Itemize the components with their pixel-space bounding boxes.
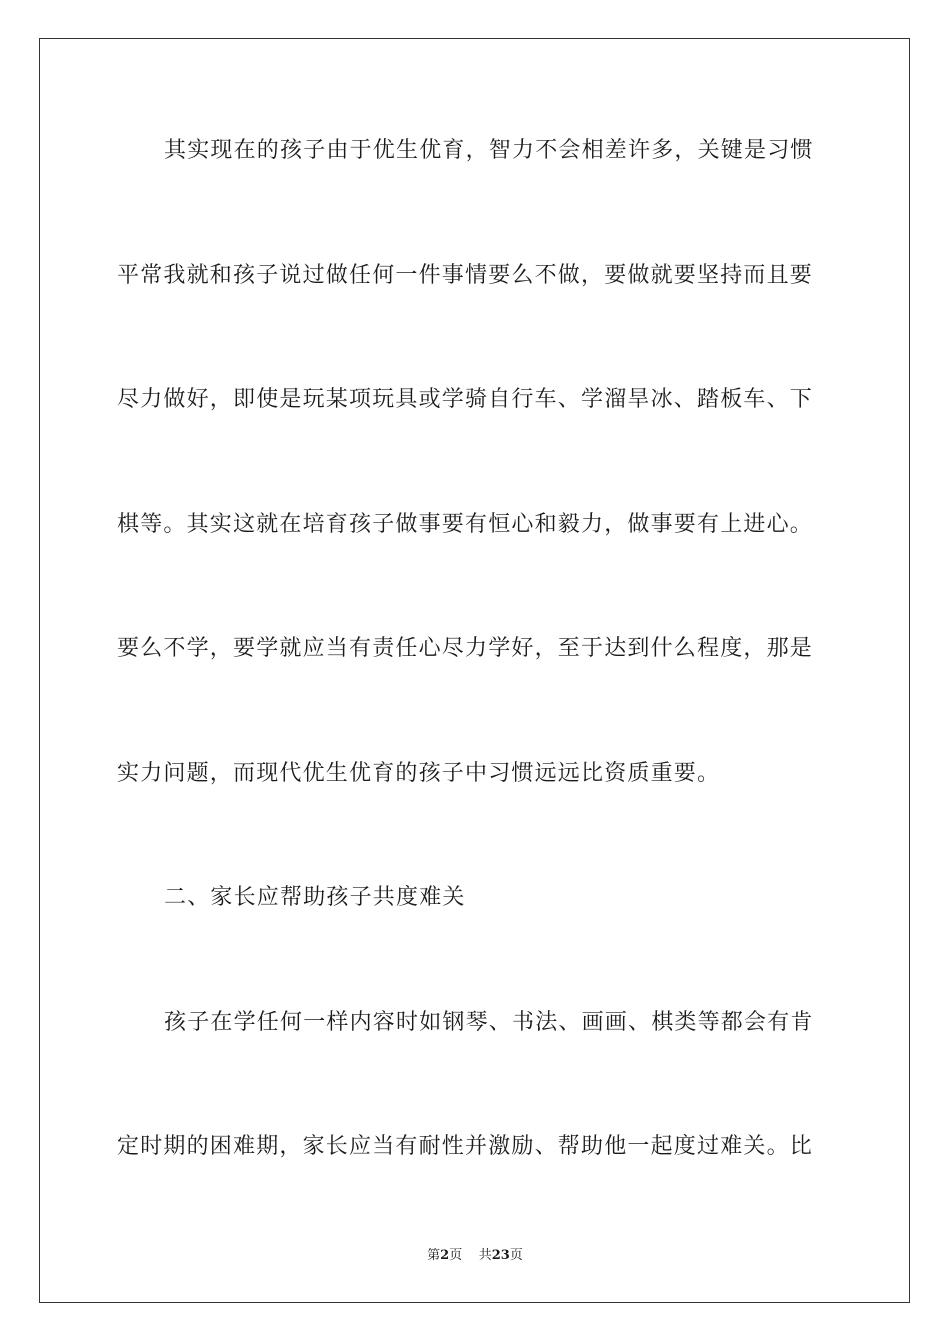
paragraph-line: 要么不学，要学就应当有责任心尽力学好，至于达到什么程度，那是 [117,636,814,661]
total-prefix: 共 [478,1248,492,1263]
paragraph-line: 实力问题，而现代优生优育的孩子中习惯远远比资质重要。 [117,761,721,786]
total-suffix: 页 [509,1248,523,1263]
paragraph-line: 尽力做好，即使是玩某项玩具或学骑自行车、学溜旱冰、踏板车、下 [117,387,814,412]
page-number: 2 [440,1248,450,1263]
page-footer [0,1247,950,1265]
page-suffix: 页 [449,1248,463,1263]
page-border [39,38,910,1303]
paragraph-line: 其实现在的孩子由于优生优育，智力不会相差许多，关键是习惯 [164,138,814,163]
paragraph-line: 棋等。其实这就在培育孩子做事要有恒心和毅力，做事要有上进心。 [117,512,814,537]
paragraph-line: 孩子在学任何一样内容时如钢琴、书法、画画、棋类等都会有肯 [164,1010,814,1035]
paragraph-line: 定时期的困难期，家长应当有耐性并激励、帮助他一起度过难关。比 [117,1134,814,1159]
total-pages: 23 [491,1248,510,1263]
page-prefix: 第 [427,1248,441,1263]
paragraph-line: 平常我就和孩子说过做任何一件事情要么不做，要做就要坚持而且要 [117,263,814,288]
section-heading: 二、家长应帮助孩子共度难关 [164,885,466,910]
